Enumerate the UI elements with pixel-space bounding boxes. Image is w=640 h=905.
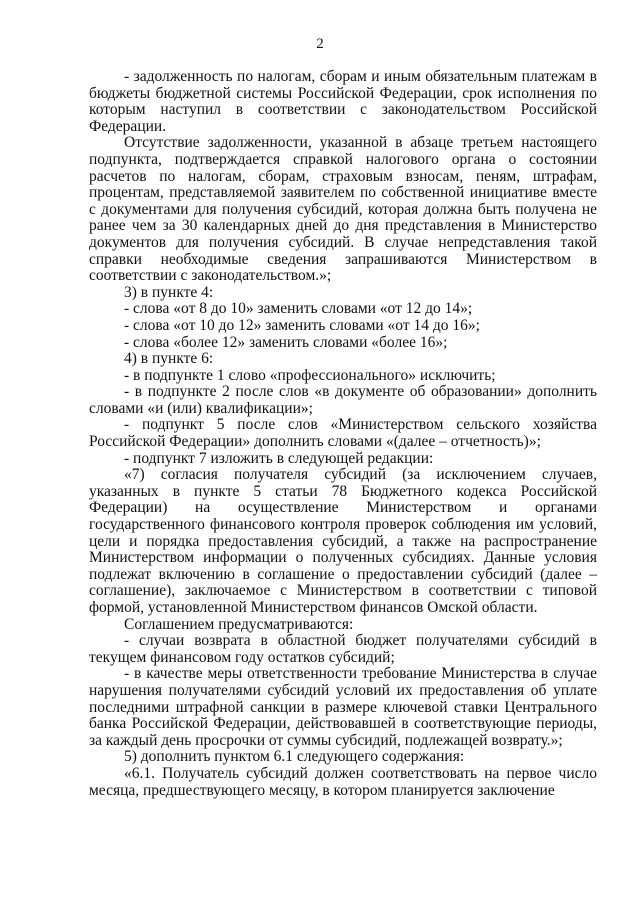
paragraph-item-3-b: - слова «от 10 до 12» заменить словами «от 14 до 16»;	[124, 316, 480, 334]
paragraph-item-3-a: - слова «от 8 до 10» заменить словами «от 12 до 14»;	[124, 300, 473, 318]
paragraph-item-4-d: - подпункт 7 изложить в следующей редакции:	[124, 449, 434, 467]
paragraph-item-4-c: - подпункт 5 после слов «Министерством сельского хозяйства Российской Федерации» дополнить словами «(далее – отчетность)»;	[89, 416, 597, 451]
paragraph-item-4-b: - в подпункте 2 после слов «в документе об образовании» дополнить словами «и (или) квалификации»;	[89, 383, 597, 417]
paragraph-item-6-1: «6.1. Получатель субсидий должен соответствовать на первое число месяца, предшествующего месяцу, в котором планируется заключение	[89, 764, 597, 799]
paragraph-item-4-a: - в подпункте 1 слово «профессионального» исключить;	[124, 366, 496, 384]
paragraph-penalty: - в качестве меры ответственности требование Министерства в случае нарушения получателями субсидий условий их предоставления об уплате последними штрафной санкции в размере ключевой ставки Центрального банка Российской Федерации, действовавшей в соответствующие периоды, за каждый день просрочки от суммы субсидий, подлежащей возврату.»;	[89, 665, 597, 749]
paragraph-agreement-provides: Соглашением предусматриваются:	[124, 615, 354, 633]
paragraph-return-cases: - случаи возврата в областной бюджет получателями субсидий в текущем финансовом году остатков субсидий;	[89, 632, 597, 666]
paragraph-item-5: 5) дополнить пунктом 6.1 следующего содержания:	[124, 748, 465, 766]
document-body	[89, 69, 597, 799]
page-number: 2	[316, 36, 324, 52]
paragraph-item-3-c: - слова «более 12» заменить словами «более 16»;	[124, 333, 448, 351]
paragraph-debt-item: - задолженность по налогам, сборам и иным обязательным платежам в бюджеты бюджетной системы Российской Федерации, срок исполнения по которым наступил в соответствии с законодательством Российской Федерации.	[89, 68, 597, 135]
paragraph-item-4: 4) в пункте 6:	[124, 350, 214, 368]
paragraph-consent-text: «7) согласия получателя субсидий (за исключением случаев, указанных в пункте 5 статьи 78 Бюджетного кодекса Российской Федерации) на осуществление Министерством и органами государственного финансового контроля проверок соблюдения им условий, цели и порядка предоставления субсидий, а также на распространение Министерством информации о полученных субсидиях. Данные условия подлежат включению в соглашение о предоставлении субсидий (далее – соглашение), заключаемое с Министерством в соответствии с типовой формой, установленной Министерством финансов Омской области.	[89, 466, 597, 616]
paragraph-no-debt-certificate: Отсутствие задолженности, указанной в абзаце третьем настоящего подпункта, подтверждается справкой налогового органа о состоянии расчетов по налогам, сборам, страховым взносам, пеням, штрафам, процентам, представляемой заявителем по собственной инициативе вместе с документами для получения субсидий, которая должна быть получена не ранее чем за 30 календарных дней до дня представления в Министерство документов для получения субсидий. В случае непредставления такой справки необходимые сведения запрашиваются Министерством в соответствии с законодательством.»;	[89, 134, 597, 285]
paragraph-item-3: 3) в пункте 4:	[124, 283, 214, 301]
